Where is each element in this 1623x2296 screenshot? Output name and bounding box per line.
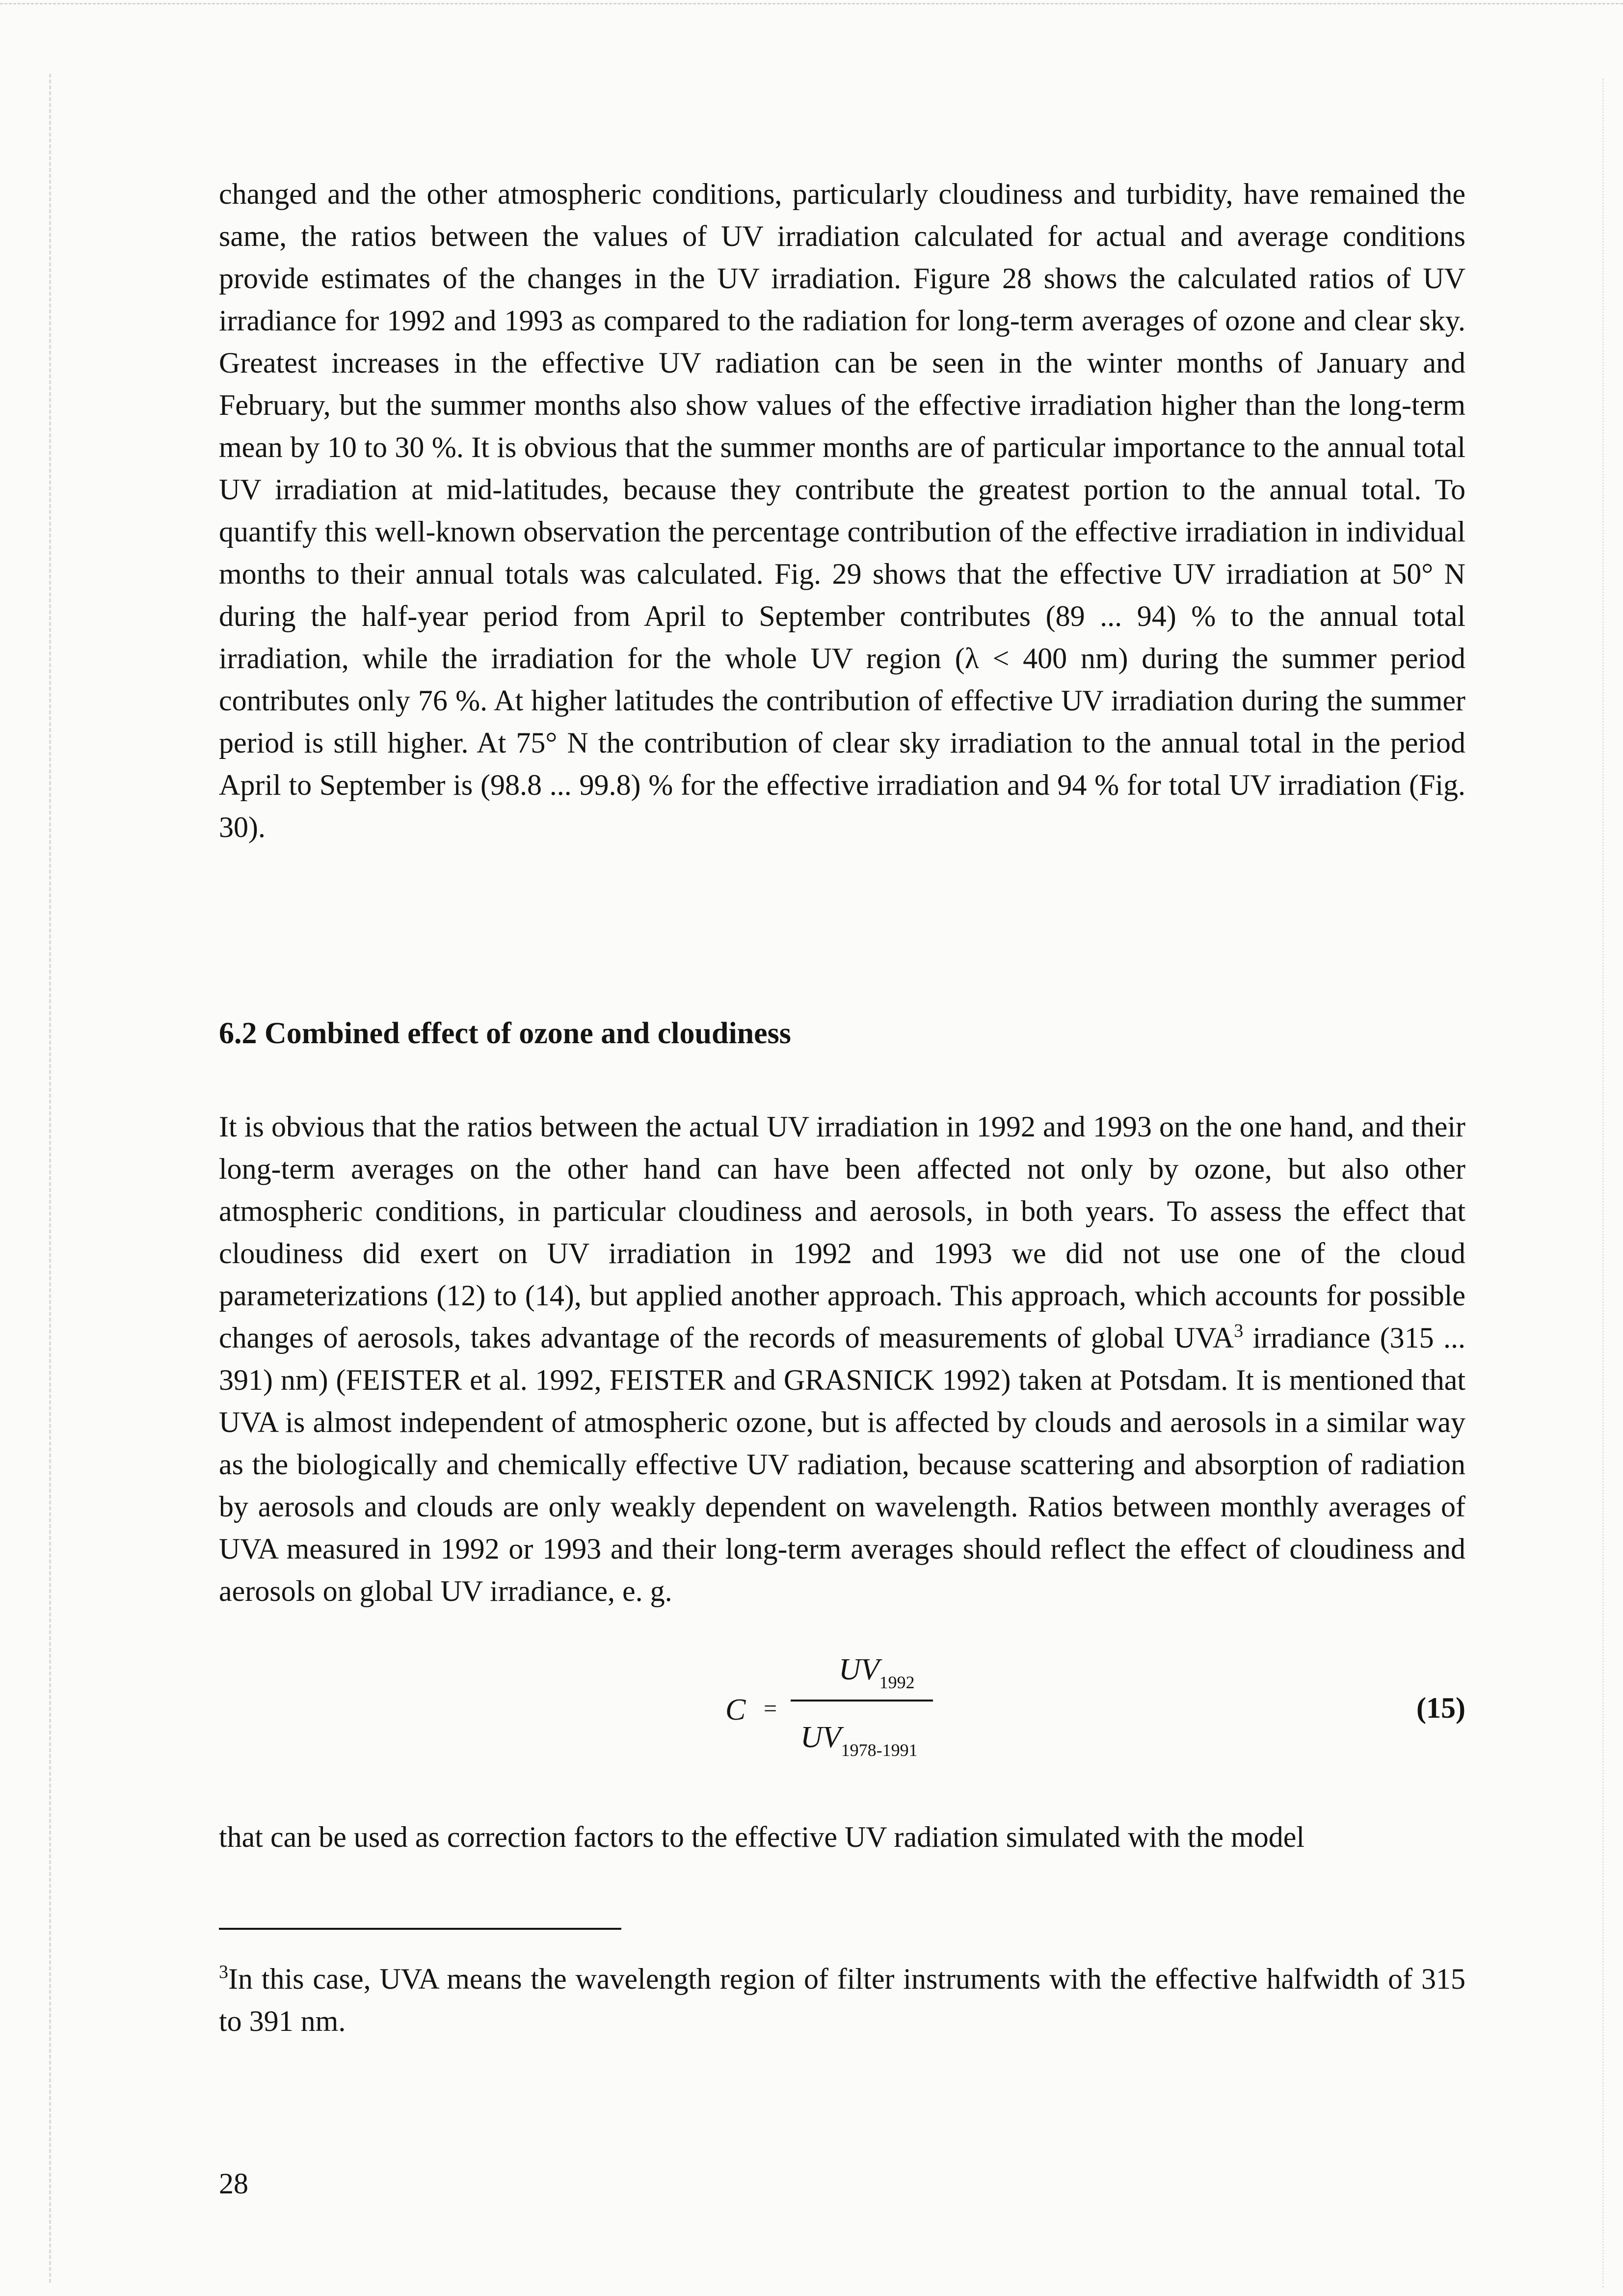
denominator-subscript: 1978-1991 xyxy=(841,1740,918,1760)
equation-denominator xyxy=(800,1720,918,1767)
section-heading: 6.2 Combined effect of ozone and cloudiness xyxy=(219,1017,791,1050)
equation-fraction xyxy=(791,1652,933,1760)
footnote-marker: 3 xyxy=(219,1962,228,1982)
scan-edge-top xyxy=(0,3,1623,4)
equation-15 xyxy=(219,1652,1465,1760)
equation-numerator xyxy=(839,1652,915,1700)
paragraph-2-text-b: irradiance (315 ... 391) nm) (FEISTER et al. 1992, FEISTER and GRASNICK 1992) taken at Potsdam. It is mentioned that UVA is almost independent of atmospheric ozone, but is affected by clouds and aerosols in a similar way as the biologically and chemically effective UV radiation, because scattering and absorption of radiation by aerosols and clouds are only weakly dependent on wavelength. Ratios between monthly averages of UVA measured in 1992 or 1993 and their long-term averages should reflect the effect of cloudiness and aerosols on global UV irradiance, e. g. xyxy=(219,1322,1465,1607)
scan-edge-left xyxy=(49,74,51,2283)
footnote xyxy=(219,1958,1465,2042)
page-number: 28 xyxy=(219,2167,248,2200)
equation-number: (15) xyxy=(1416,1692,1465,1724)
footnote-rule xyxy=(219,1928,621,1930)
equation-lhs: C xyxy=(725,1693,746,1727)
paragraph-3: that can be used as correction factors to the effective UV radiation simulated with the model xyxy=(219,1821,1305,1853)
scan-edge-right xyxy=(1602,79,1604,2288)
footnote-reference: 3 xyxy=(1234,1321,1244,1341)
equation-equals: = xyxy=(764,1696,777,1722)
footnote-text: In this case, UVA means the wavelength region of filter instruments with the effective halfwidth of 315 to 391 nm. xyxy=(219,1963,1465,2037)
paragraph-1: changed and the other atmospheric conditions, particularly cloudiness and turbidity, have remained the same, the ratios between the values of UV irradiation calculated for actual and average conditions provide estimates of the changes in the UV irradiation. Figure 28 shows the calculated ratios of UV irradiance for 1992 and 1993 as compared to the radiation for long-term averages of ozone and clear sky. Greatest increases in the effective UV radiation can be seen in the winter months of January and February, but the summer months also show values of the effective irradiation higher than the long-term mean by 10 to 30 %. It is obvious that the summer months are of particular importance to the annual total UV irradiation at mid-latitudes, because they contribute the greatest portion to the annual total. To quantify this well-known observation the percentage contribution of the effective irradiation in individual months to their annual totals was calculated. Fig. 29 shows that the effective UV irradiation at 50° N during the half-year period from April to September contributes (89 ... 94) % to the annual total irradiation, while the irradiation for the whole UV region (λ < 400 nm) during the summer period contributes only 76 %. At higher latitudes the contribution of effective UV irradiation during the summer period is still higher. At 75° N the contribution of clear sky irradiation to the annual total in the period April to September is (98.8 ... 99.8) % for the effective irradiation and 94 % for total UV irradiation (Fig. 30). xyxy=(219,178,1465,843)
paragraph-2 xyxy=(219,1106,1465,1612)
paragraph-2-text-a: It is obvious that the ratios between the actual UV irradiation in 1992 and 1993 on the one hand, and their long-term averages on the other hand can have been affected not only by ozone, but also other atmospheric conditions, in particular cloudiness and aerosols, in both years. To assess the effect that cloudiness did exert on UV irradiation in 1992 and 1993 we did not use one of the cloud parameterizations (12) to (14), but applied another approach. This approach, which accounts for possible changes of aerosols, takes advantage of the records of measurements of global UVA xyxy=(219,1110,1465,1354)
numerator-symbol: UV xyxy=(839,1653,879,1686)
fraction-bar xyxy=(791,1700,933,1702)
numerator-subscript: 1992 xyxy=(879,1673,915,1692)
denominator-symbol: UV xyxy=(800,1721,841,1754)
